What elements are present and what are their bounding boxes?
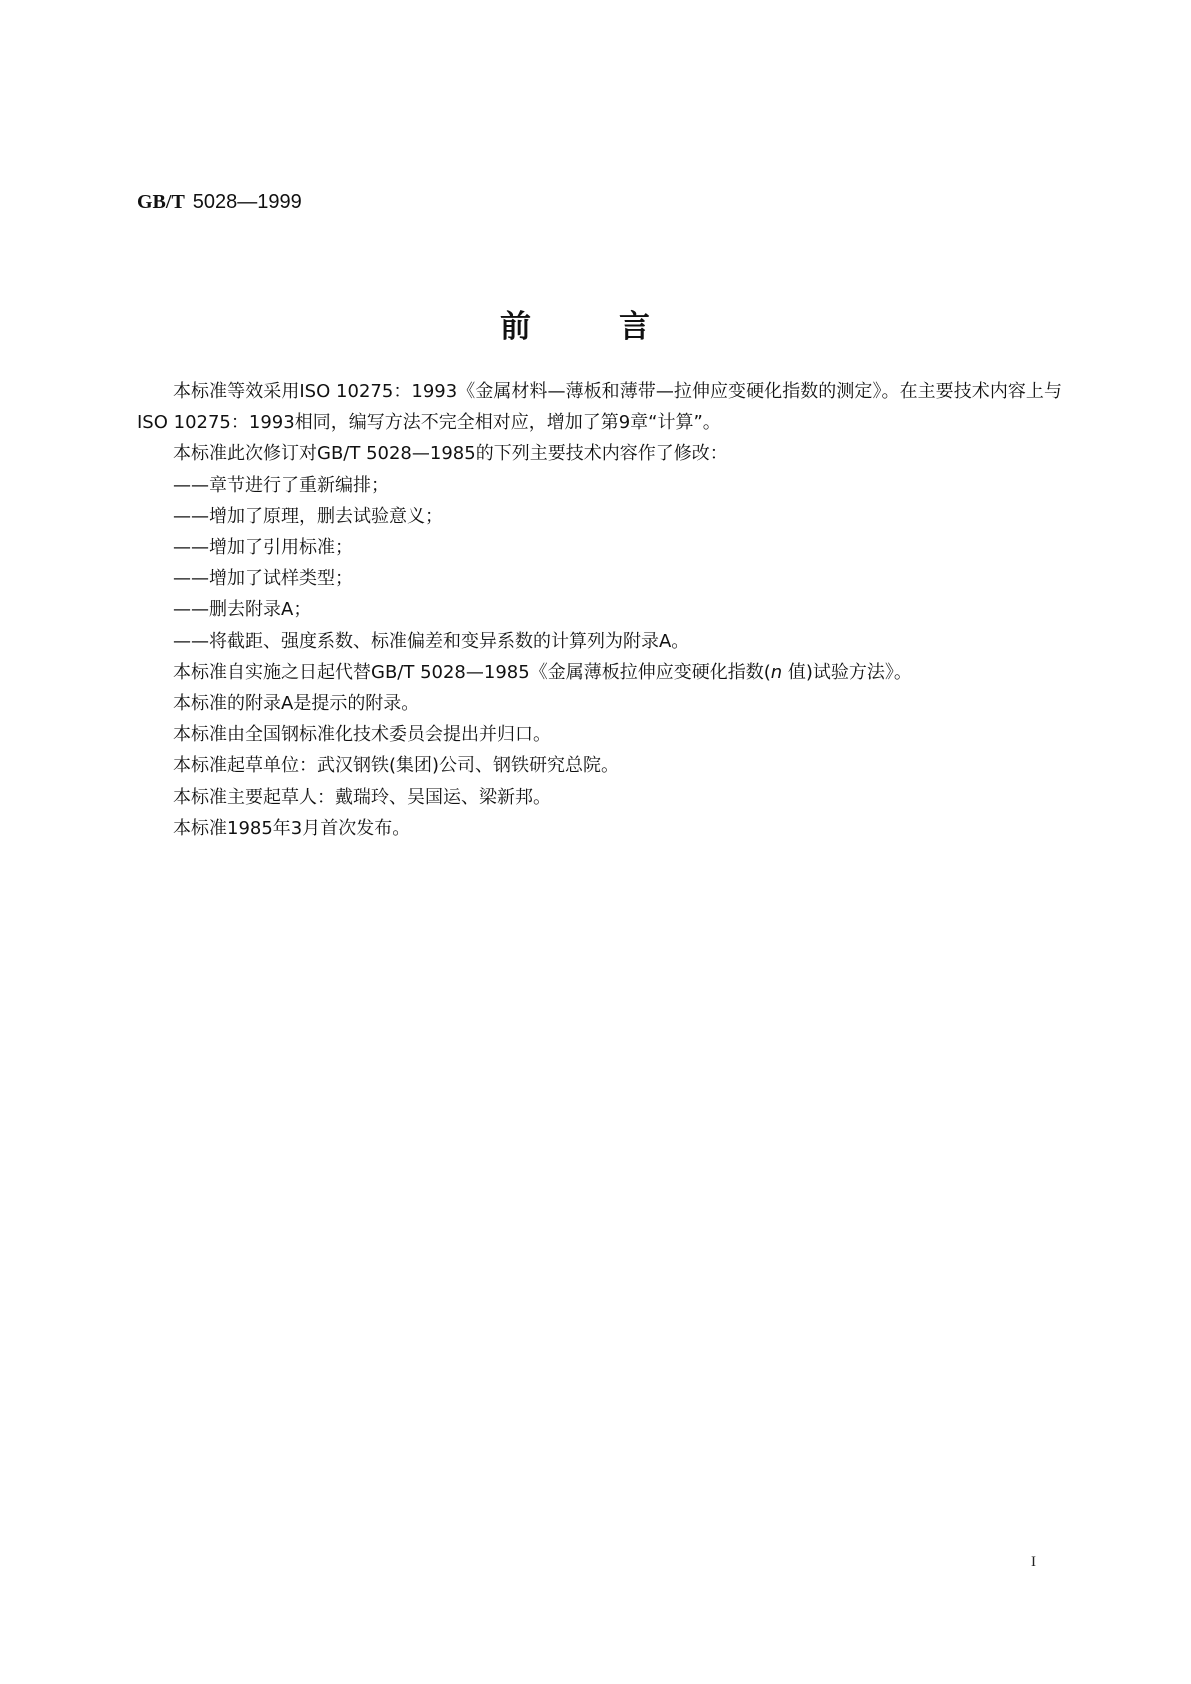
list-item: ——增加了引用标准； xyxy=(173,537,353,559)
paragraph-drafters: 本标准主要起草人：戴瑞玲、吴国运、梁新邦。 xyxy=(173,786,551,808)
paragraph-replacement xyxy=(137,657,1062,688)
standard-number: 5028—1999 xyxy=(192,191,302,213)
replacement-text-end: 值)试验方法》。 xyxy=(782,661,912,683)
n-symbol: n xyxy=(770,661,783,683)
paragraph-proposer: 本标准由全国钢标准化技术委员会提出并归口。 xyxy=(173,724,551,746)
page-title xyxy=(500,308,650,346)
replacement-text-start: 本标准自实施之日起代替GB/T 5028—1985《金属薄板拉伸应变硬化指数( xyxy=(173,661,771,683)
paragraph-drafting-units: 本标准起草单位：武汉钢铁(集团)公司、钢铁研究总院。 xyxy=(173,755,620,777)
standard-prefix: GB/T xyxy=(137,191,185,213)
list-item: ——章节进行了重新编排； xyxy=(173,474,389,496)
title-char-1: 前 xyxy=(500,309,531,345)
paragraph-equivalence: 本标准等效采用ISO 10275：1993《金属材料—薄板和薄带—拉伸应变硬化指数的测定》。在主要技术内容上与ISO 10275：1993相同，编写方法不完全相对应，增加了第9章“计算”。 xyxy=(137,381,1062,434)
title-char-2: 言 xyxy=(619,309,650,345)
paragraph-appendix: 本标准的附录A是提示的附录。 xyxy=(173,693,420,715)
standard-code xyxy=(137,188,302,215)
list-item: ——删去附录A； xyxy=(173,599,312,621)
list-item: ——将截距、强度系数、标准偏差和变异系数的计算列为附录A。 xyxy=(173,630,690,652)
list-item: ——增加了试样类型； xyxy=(173,568,353,590)
list-item: ——增加了原理，删去试验意义； xyxy=(173,505,443,527)
page-number: I xyxy=(1031,1554,1036,1570)
paragraph-first-release: 本标准1985年3月首次发布。 xyxy=(173,817,411,839)
foreword-body xyxy=(137,376,1062,844)
paragraph-revision-intro: 本标准此次修订对GB/T 5028—1985的下列主要技术内容作了修改： xyxy=(173,443,728,465)
